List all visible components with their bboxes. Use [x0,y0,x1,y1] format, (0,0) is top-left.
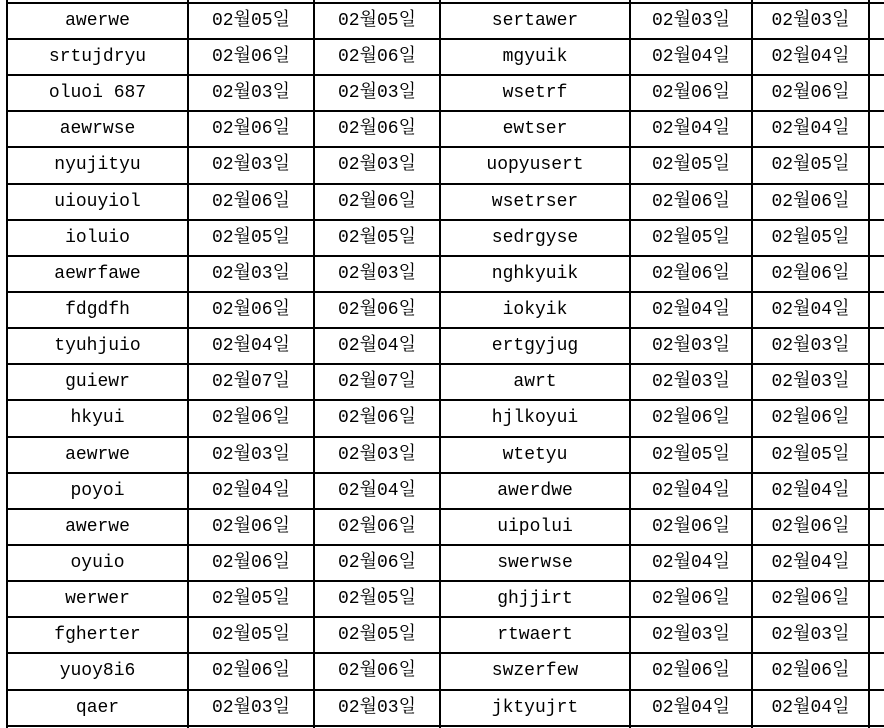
table-cell: 02월03일 [630,3,752,39]
table-cell: 02월04일 [630,545,752,581]
table-row [7,545,884,581]
table-cell: 02월06일 [188,545,314,581]
table-cell: awrt [440,364,630,400]
table-cell: 02월04일 [752,545,869,581]
table-cell: 02월03일 [752,617,869,653]
table-cell-overflow [869,292,884,328]
table-cell: 02월03일 [630,617,752,653]
table-cell: sertawer [440,3,630,39]
table-cell: 02월05일 [630,437,752,473]
table-row [7,581,884,617]
table-cell: 02월06일 [752,653,869,689]
table-cell: 02월06일 [314,545,440,581]
table-cell: 02월06일 [630,75,752,111]
table-cell: 02월07일 [188,364,314,400]
table-row [7,690,884,726]
table-cell: 02월06일 [752,400,869,436]
table-row [7,509,884,545]
table-cell: awerwe [7,509,188,545]
table-row [7,400,884,436]
table-cell: 02월03일 [314,75,440,111]
table-cell: 02월05일 [752,220,869,256]
table-cell: 02월06일 [314,39,440,75]
table-cell: awerdwe [440,473,630,509]
table-cell-overflow [869,184,884,220]
table-cell: 02월06일 [314,653,440,689]
table-cell-overflow [869,39,884,75]
table-cell: 02월04일 [752,111,869,147]
table-cell: aewrwse [7,111,188,147]
table-cell: 02월03일 [314,147,440,183]
table-cell: 02월06일 [188,509,314,545]
table-row [7,111,884,147]
table-cell: 02월04일 [630,292,752,328]
table-cell-overflow [869,509,884,545]
table-row [7,3,884,39]
table-cell: sedrgyse [440,220,630,256]
table-cell: hkyui [7,400,188,436]
table-row [7,147,884,183]
table-cell: 02월06일 [314,509,440,545]
table-cell-overflow [869,147,884,183]
table-cell: 02월06일 [630,653,752,689]
table-cell-overflow [869,545,884,581]
table-cell: 02월06일 [188,292,314,328]
table-cell: mgyuik [440,39,630,75]
table-cell: 02월04일 [314,328,440,364]
table-cell: ewtser [440,111,630,147]
table-cell: 02월04일 [752,690,869,726]
table-cell: oluoi 687 [7,75,188,111]
table-cell: 02월06일 [752,75,869,111]
table-cell: 02월06일 [752,256,869,292]
table-cell-overflow [869,328,884,364]
table-cell: uiouyiol [7,184,188,220]
table-cell-overflow [869,617,884,653]
table-cell: 02월06일 [752,184,869,220]
table-cell: srtujdryu [7,39,188,75]
table-row [7,364,884,400]
table-cell: 02월06일 [752,581,869,617]
table-cell: 02월03일 [314,437,440,473]
table-cell: 02월03일 [188,75,314,111]
table-row [7,292,884,328]
table-cell: 02월03일 [188,437,314,473]
table-cell: poyoi [7,473,188,509]
table-cell: 02월06일 [314,292,440,328]
table-row [7,437,884,473]
table-cell: 02월04일 [188,473,314,509]
table-cell: uopyusert [440,147,630,183]
table-cell: 02월04일 [630,39,752,75]
table-cell: 02월06일 [188,184,314,220]
table-cell: 02월06일 [314,400,440,436]
table-cell: ghjjirt [440,581,630,617]
table-cell: hjlkoyui [440,400,630,436]
table-cell: 02월06일 [630,256,752,292]
table-cell: 02월05일 [188,617,314,653]
table-cell: guiewr [7,364,188,400]
table-cell-overflow [869,473,884,509]
table-cell: nghkyuik [440,256,630,292]
table-row [7,256,884,292]
table-body [7,0,884,728]
table-cell: 02월05일 [314,3,440,39]
table-cell: 02월03일 [752,3,869,39]
table-cell: 02월05일 [752,437,869,473]
table-cell: fgherter [7,617,188,653]
table-cell: werwer [7,581,188,617]
table-row [7,184,884,220]
table-cell: 02월06일 [630,400,752,436]
table-cell: 02월04일 [752,39,869,75]
table-cell: tyuhjuio [7,328,188,364]
table-cell-overflow [869,75,884,111]
table-cell-overflow [869,400,884,436]
table-cell: ertgyjug [440,328,630,364]
table-row [7,220,884,256]
table-cell: nyujityu [7,147,188,183]
table-cell: 02월05일 [188,220,314,256]
data-table [6,0,884,728]
table-cell: fdgdfh [7,292,188,328]
table-cell: 02월06일 [188,400,314,436]
table-cell: 02월05일 [314,581,440,617]
table-cell: 02월03일 [188,147,314,183]
table-cell-overflow [869,3,884,39]
table-row [7,473,884,509]
table-cell: 02월05일 [314,220,440,256]
table-cell: rtwaert [440,617,630,653]
table-cell-overflow [869,220,884,256]
table-cell: 02월04일 [630,473,752,509]
table-cell: aewrwe [7,437,188,473]
table-cell: aewrfawe [7,256,188,292]
table-cell-overflow [869,653,884,689]
table-cell: 02월03일 [630,364,752,400]
table-cell-overflow [869,581,884,617]
table-cell: 02월05일 [630,147,752,183]
table-row [7,617,884,653]
table-row [7,39,884,75]
table-cell: 02월05일 [630,220,752,256]
table-cell: wsetrf [440,75,630,111]
table-cell: 02월03일 [188,690,314,726]
table-cell: 02월06일 [314,111,440,147]
table-cell: 02월06일 [630,184,752,220]
table-cell: 02월03일 [314,256,440,292]
table-cell: yuoy8i6 [7,653,188,689]
table-cell: 02월04일 [314,473,440,509]
table-cell: qaer [7,690,188,726]
table-cell-overflow [869,437,884,473]
table-row [7,653,884,689]
table-cell-overflow [869,690,884,726]
table-cell: 02월06일 [188,653,314,689]
table-cell-overflow [869,111,884,147]
table-cell: 02월06일 [314,184,440,220]
table-cell: 02월04일 [752,473,869,509]
table-cell: wsetrser [440,184,630,220]
table-cell: iokyik [440,292,630,328]
table-cell: 02월06일 [752,509,869,545]
table-cell: 02월04일 [188,328,314,364]
table-cell: 02월05일 [188,581,314,617]
table-cell: jktyujrt [440,690,630,726]
table-cell: 02월03일 [752,364,869,400]
table-cell: 02월03일 [752,328,869,364]
table-row [7,75,884,111]
table-cell: 02월05일 [188,3,314,39]
table-cell: swerwse [440,545,630,581]
table-cell: 02월06일 [630,509,752,545]
table-cell: 02월05일 [314,617,440,653]
table-cell: 02월06일 [630,581,752,617]
table-cell: awerwe [7,3,188,39]
table-cell: swzerfew [440,653,630,689]
table-cell: 02월03일 [314,690,440,726]
table-cell: 02월04일 [630,690,752,726]
table-cell: 02월06일 [188,111,314,147]
table-cell: 02월03일 [630,328,752,364]
table-cell-overflow [869,256,884,292]
table-cell: 02월05일 [752,147,869,183]
table-cell: ioluio [7,220,188,256]
table-cell: oyuio [7,545,188,581]
table-cell: uipolui [440,509,630,545]
table-cell: 02월04일 [630,111,752,147]
table-cell: 02월07일 [314,364,440,400]
table-row [7,328,884,364]
table-cell: wtetyu [440,437,630,473]
table-cell: 02월04일 [752,292,869,328]
table-cell-overflow [869,364,884,400]
table-cell: 02월06일 [188,39,314,75]
table-cell: 02월03일 [188,256,314,292]
